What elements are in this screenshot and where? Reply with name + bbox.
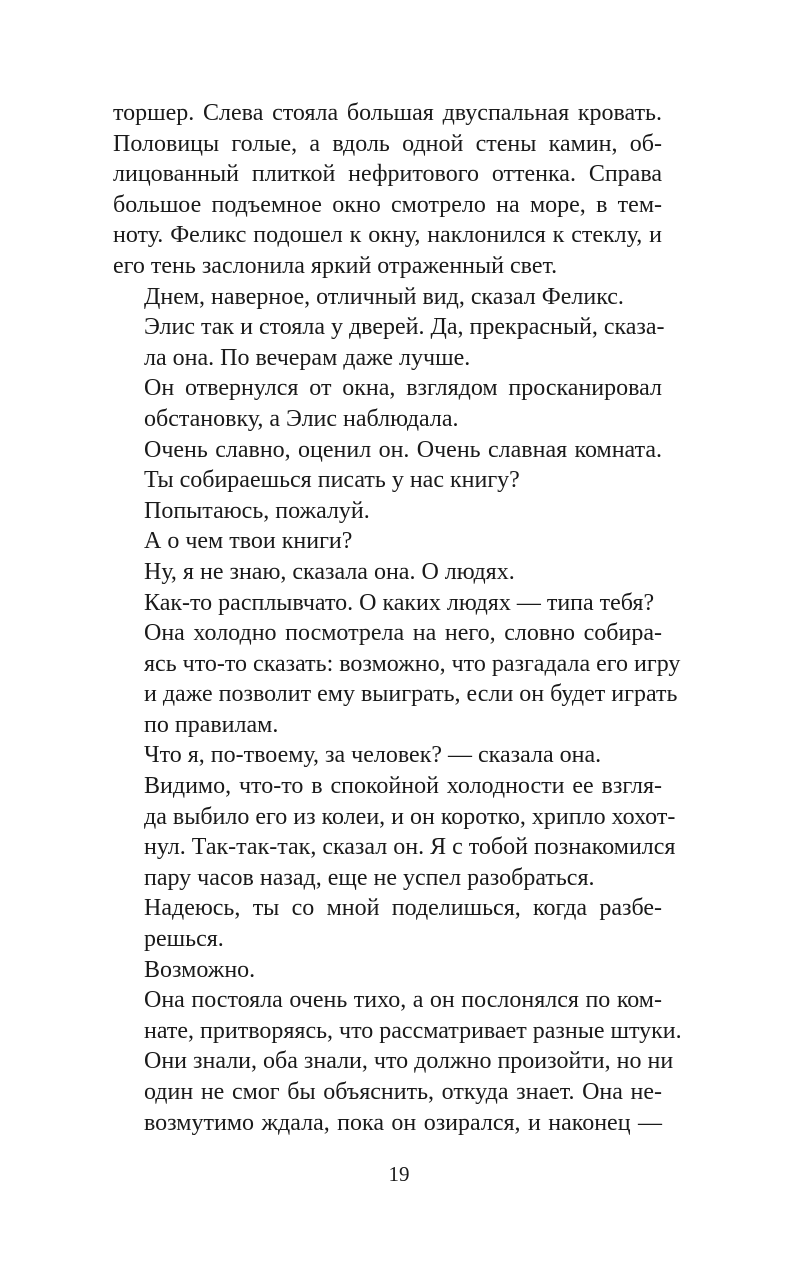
paragraph [113, 496, 662, 527]
text-line: Они знали, оба знали, что должно произойти, но ни [144, 1048, 674, 1075]
text-line: А о чем твои книги? [144, 528, 353, 555]
paragraph [113, 618, 681, 740]
text-line: Днем, наверное, отличный вид, сказал Феликс. [144, 283, 624, 310]
paragraph [113, 740, 662, 771]
text-line: возмутимо ждала, пока он озирался, и наконец — [144, 1109, 662, 1136]
text-line: нул. Так-так-так, сказал он. Я с тобой познакомился [144, 834, 676, 861]
paragraph [113, 282, 662, 313]
paragraph [113, 955, 662, 986]
text-line: ла она. По вечерам даже лучше. [144, 344, 471, 371]
text-line: лицованный плиткой нефритового оттенка. Справа [113, 161, 662, 188]
text-line: ясь что-то сказать: возможно, что разгадала его игру [144, 650, 681, 677]
paragraph [113, 985, 682, 1138]
text-line: Ну, я не знаю, сказала она. О людях. [144, 558, 515, 585]
text-line: решься. [144, 926, 224, 953]
text-line: Как-то расплывчато. О каких людях — типа тебя? [144, 589, 655, 616]
text-line: Половицы голые, а вдоль одной стены камин, об- [113, 130, 662, 157]
paragraph [113, 98, 662, 282]
text-line: и даже позволит ему выиграть, если он будет играть [144, 681, 678, 708]
text-line: пару часов назад, еще не успел разобраться. [144, 864, 595, 891]
text-line: Элис так и стояла у дверей. Да, прекрасный, сказа- [144, 314, 665, 341]
body-text [113, 98, 682, 1138]
paragraph [113, 893, 662, 954]
text-line: ноту. Феликс подошел к окну, наклонился к стеклу, и [113, 222, 662, 249]
paragraph [113, 312, 665, 373]
paragraph [113, 373, 662, 434]
text-line: Очень славно, оценил он. Очень славная комната. [144, 436, 662, 463]
text-line: торшер. Слева стояла большая двуспальная кровать. [113, 100, 662, 126]
text-line: обстановку, а Элис наблюдала. [144, 405, 459, 432]
text-line: Видимо, что-то в спокойной холодности ее взгля- [144, 773, 662, 800]
text-line: большое подъемное окно смотрело на море, в тем- [113, 191, 662, 218]
paragraph [113, 526, 662, 557]
text-line: Возможно. [144, 956, 256, 983]
text-line: по правилам. [144, 711, 279, 738]
page-number: 19 [388, 1162, 410, 1186]
text-line: нате, притворяясь, что рассматривает разные штуки. [144, 1017, 682, 1044]
text-line: его тень заслонила яркий отраженный свет. [113, 252, 558, 279]
text-line: Он отвернулся от окна, взглядом просканировал [144, 375, 662, 402]
text-line: Она холодно посмотрела на него, словно собира- [144, 620, 662, 647]
text-line: Она постояла очень тихо, а он послонялся по ком- [144, 987, 662, 1014]
text-line: Попытаюсь, пожалуй. [144, 497, 370, 524]
text-line: Что я, по-твоему, за человек? — сказала она. [144, 742, 602, 769]
text-line: один не смог бы объяснить, откуда знает. Она не- [144, 1079, 662, 1105]
paragraph [113, 435, 662, 496]
paragraph [113, 588, 662, 619]
text-line: да выбило его из колеи, и он коротко, хрипло хохот- [144, 803, 676, 830]
paragraph [113, 771, 676, 893]
text-line: Ты собираешься писать у нас книгу? [144, 467, 520, 494]
paragraph [113, 557, 662, 588]
text-line: Надеюсь, ты со мной поделишься, когда разбе- [144, 895, 662, 922]
